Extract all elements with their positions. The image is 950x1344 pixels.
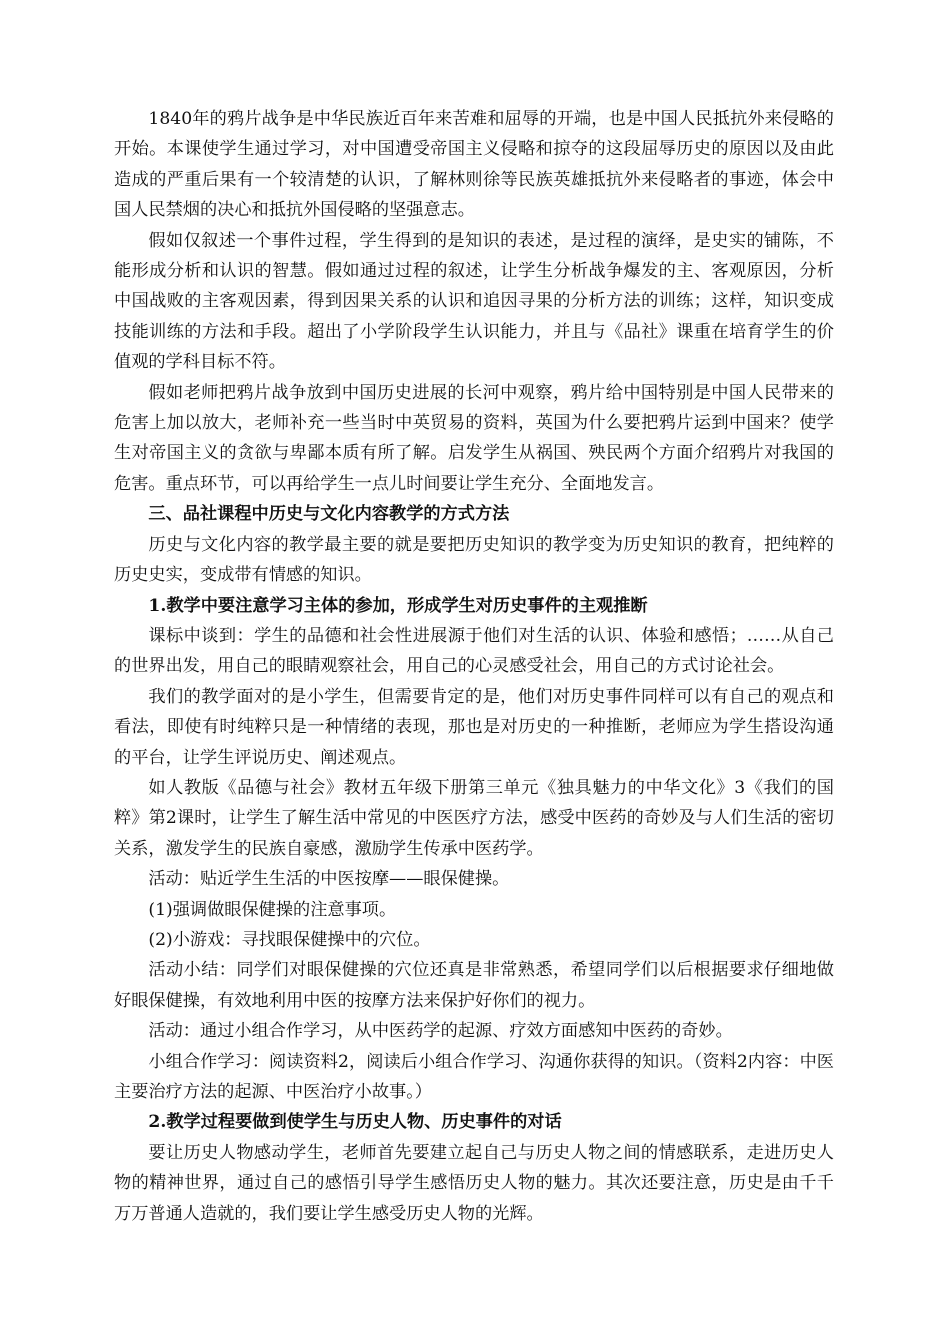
section-heading-3: 三、品社课程中历史与文化内容教学的方式方法 <box>148 504 510 525</box>
subheading-1: 1.教学中要注意学习主体的参加，形成学生对历史事件的主观推断 <box>148 595 648 616</box>
list-item-2: (2)小游戏：寻找眼保健操中的穴位。 <box>148 929 431 950</box>
list-item-1: (1)强调做眼保健操的注意事项。 <box>148 899 397 920</box>
paragraph-narration-limits: 假如仅叙述一个事件过程，学生得到的是知识的表述，是过程的演绎，是史实的铺陈，不能形成分析和认识的智慧。假如通过过程的叙述，让学生分析战争爆发的主、客观原因，分析中国战败的主客观因素，得到因果关系的认识和追因寻果的分析方法的训练；这样，知识变成技能训练的方法和手段。超出了小学阶段学生认识能力，并且与《品社》课重在培育学生的价值观的学科目标不符。 <box>114 230 834 373</box>
paragraph-opium-war-intro: 1840年的鸦片战争是中华民族近百年来苦难和屈辱的开端，也是中国人民抵抗外来侵略的开始。本课使学生通过学习，对中国遭受帝国主义侵略和掠夺的这段屈辱历史的原因以及由此造成的严重后果有一个较清楚的认识，了解林则徐等民族英雄抵抗外来侵略者的事迹，体会中国人民禁烟的决心和抵抗外国侵略的坚强意志。 <box>114 109 834 221</box>
paragraph-activity-massage: 活动：贴近学生生活的中医按摩——眼保健操。 <box>148 869 510 890</box>
paragraph-activity-summary: 活动小结：同学们对眼保健操的穴位还真是非常熟悉，希望同学们以后根据要求仔细地做好眼保健操，有效地利用中医的按摩方法来保护好你们的视力。 <box>114 960 834 1011</box>
paragraph-teacher-observation: 假如老师把鸦片战争放到中国历史进展的长河中观察，鸦片给中国特别是中国人民带来的危害上加以放大，老师补充一些当时中英贸易的资料，英国为什么要把鸦片运到中国来？使学生对帝国主义的贪欲与卑鄙本质有所了解。启发学生从祸国、殃民两个方面介绍鸦片对我国的危害。重点环节，可以再给学生一点儿时间要让学生充分、全面地发言。 <box>114 382 834 494</box>
paragraph-history-culture-teaching: 历史与文化内容的教学最主要的就是要把历史知识的教学变为历史知识的教育，把纯粹的历史史实，变成带有情感的知识。 <box>114 534 834 586</box>
paragraph-group-study: 小组合作学习：阅读资料2，阅读后小组合作学习、沟通你获得的知识。（资料2内容：中医主要治疗方法的起源、中医治疗小故事。） <box>114 1051 834 1102</box>
subheading-2: 2.教学过程要做到使学生与历史人物、历史事件的对话 <box>148 1112 562 1133</box>
paragraph-student-views: 我们的教学面对的是小学生，但需要肯定的是，他们对历史事件同样可以有自己的观点和看法，即使有时纯粹只是一种情绪的表现，那也是对历史的一种推断，老师应为学生搭设沟通的平台，让学生评说历史、阐述观点。 <box>114 686 834 768</box>
paragraph-curriculum-standard: 课标中谈到：学生的品德和社会性进展源于他们对生活的认识、体验和感悟；……从自己的世界出发，用自己的眼睛观察社会，用自己的心灵感受社会，用自己的方式讨论社会。 <box>114 625 834 677</box>
paragraph-activity-group: 活动：通过小组合作学习，从中医药学的起源、疗效方面感知中医药的奇妙。 <box>148 1021 733 1042</box>
paragraph-textbook-example: 如人教版《品德与社会》教材五年级下册第三单元《独具魅力的中华文化》3《我们的国粹》第2课时，让学生了解生活中常见的中医医疗方法，感受中医药的奇妙及与人们生活的密切关系，激发学生的民族自豪感，激励学生传承中医药学。 <box>114 777 834 859</box>
paragraph-historical-figures: 要让历史人物感动学生，老师首先要建立起自己与历史人物之间的情感联系，走进历史人物的精神世界，通过自己的感悟引导学生感悟历史人物的魅力。其次还要注意，历史是由千千万万普通人造就的，我们要让学生感受历史人物的光辉。 <box>114 1142 834 1224</box>
